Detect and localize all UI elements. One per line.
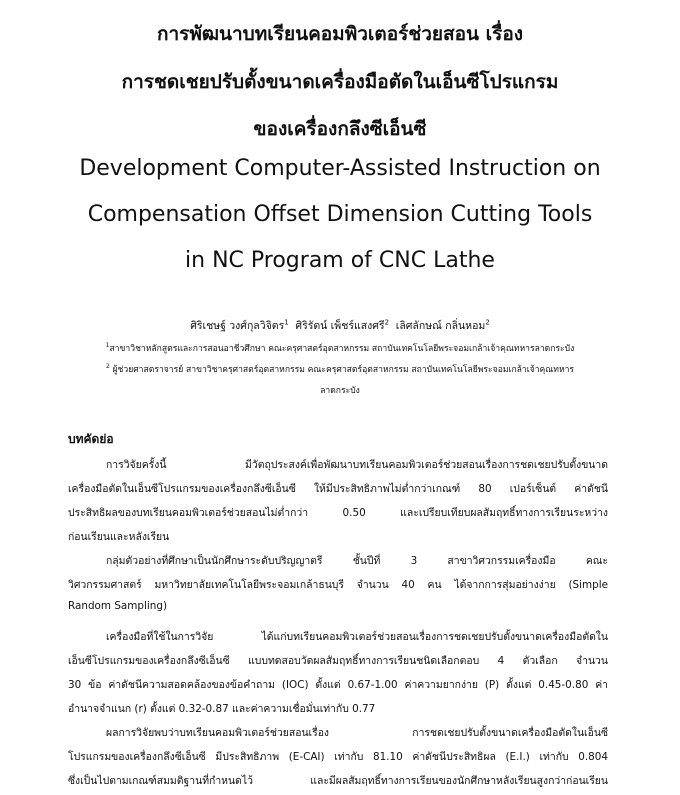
- author-name: เลิศลักษณ์ กลิ่นหอม: [395, 320, 486, 332]
- author-affil-sup: 1: [284, 318, 289, 327]
- abstract-line: วิศวกรรมศาสตร์ มหาวิทยาลัยเทคโนโลยีพระจอมเกล้าธนบุรี จำนวน 40 คน ได้จากการสุ่มอย่างง่าย (Simple: [68, 579, 608, 591]
- abstract-line: Random Sampling): [68, 600, 168, 612]
- affiliation-sup: 1: [105, 342, 110, 350]
- abstract-line: อำนาจจำแนก (r) ตั้งแต่ 0.32-0.87 และค่าความเชื่อมั่นเท่ากับ 0.77: [68, 703, 376, 715]
- affiliation-1: [0, 341, 680, 355]
- title-english-line-2: Compensation Offset Dimension Cutting Tools: [87, 202, 593, 227]
- title-english-line-1: Development Computer-Assisted Instruction on: [79, 156, 601, 181]
- title-thai-line-1: การพัฒนาบทเรียนคอมพิวเตอร์ช่วยสอน เรื่อง: [156, 23, 524, 45]
- abstract-line: 30 ข้อ ค่าดัชนีความสอดคล้องของข้อคำถาม (IOC) ตั้งแต่ 0.67-1.00 ค่าความยากง่าย (P) ตั้งแต่ 0.45-0.80 ค่า: [68, 679, 608, 691]
- author-line: [0, 317, 680, 334]
- author-affil-sup: 2: [485, 318, 490, 327]
- affiliation-text: สาขาวิชาหลักสูตรและการสอนอาชีวศึกษา คณะครุศาสตร์อุตสาหกรรม สถาบันเทคโนโลยีพระจอมเกล้าเจ้าคุณทหารลาดกระบัง: [109, 344, 575, 354]
- abstract-line: การวิจัยครั้งนี้ มีวัตถุประสงค์เพื่อพัฒนาบทเรียนคอมพิวเตอร์ช่วยสอนเรื่องการชดเชยปรับตั้งขนาด: [106, 459, 608, 471]
- abstract-line: กลุ่มตัวอย่างที่ศึกษาเป็นนักศึกษาระดับปริญญาตรี ชั้นปีที่ 3 สาขาวิศวกรรมเครื่องมือ คณะ: [106, 555, 608, 567]
- abstract-line: โปรแกรมของเครื่องกลึงซีเอ็นซี มีประสิทธิภาพ (E-CAI) เท่ากับ 81.10 ค่าดัชนีประสิทธิผล (E.I.) เท่ากับ 0.804: [68, 751, 608, 763]
- author-name: ศิริเชษฐ์ วงศ์กุลวิจิตร: [190, 320, 285, 332]
- title-thai-line-3: ของเครื่องกลึงซีเอ็นซี: [253, 118, 427, 140]
- affiliation-text: ลาดกระบัง: [320, 386, 360, 396]
- affiliation-sup: 2: [105, 363, 110, 371]
- author-name: ศิริรัตน์ เพ็ชร์แสงศรี: [295, 320, 385, 332]
- abstract-heading: บทคัดย่อ: [68, 432, 114, 446]
- affiliation-text: ผู้ช่วยศาสตราจารย์ สาขาวิชาครุศาสตร์อุตสาหกรรม คณะครุศาสตร์อุตสาหกรรม สถาบันเทคโนโลยีพระจอมเกล้าเจ้าคุณทหาร: [109, 365, 575, 375]
- title-thai-line-2: การชดเชยปรับตั้งขนาดเครื่องมือตัดในเอ็นซีโปรแกรม: [121, 71, 559, 93]
- abstract-line: เครื่องมือที่ใช้ในการวิจัย ได้แก่บทเรียนคอมพิวเตอร์ช่วยสอนเรื่องการชดเชยปรับตั้งขนาดเครื่องมือตัดใน: [106, 631, 608, 643]
- title-english-line-3: in NC Program of CNC Lathe: [185, 248, 495, 273]
- abstract-line: ก่อนเรียนและหลังเรียน: [68, 531, 170, 543]
- author-affil-sup: 2: [384, 318, 390, 327]
- abstract-line: เครื่องมือตัดในเอ็นซีโปรแกรมของเครื่องกลึงซีเอ็นซี ให้มีประสิทธิภาพไม่ต่ำกว่าเกณฑ์ 80 เปอร์เซ็นต์ ค่าดัชนี: [68, 483, 608, 495]
- abstract-line: ประสิทธิผลของบทเรียนคอมพิวเตอร์ช่วยสอนไม่ต่ำกว่า 0.50 และเปรียบเทียบผลสัมฤทธิ์ทางการเรียนระหว่าง: [68, 507, 608, 519]
- abstract-line: เอ็นซีโปรแกรมของเครื่องกลึงซีเอ็นซี แบบทดสอบวัดผลสัมฤทธิ์ทางการเรียนชนิดเลือกตอบ 4 ตัวเลือก จำนวน: [68, 655, 608, 667]
- affiliation-2-continued: [0, 383, 680, 397]
- abstract-line: ซึ่งเป็นไปตามเกณฑ์สมมติฐานที่กำหนดไว้ และมีผลสัมฤทธิ์ทางการเรียนของนักศึกษาหลังเรียนสูงกว่าก่อนเรียน: [68, 775, 608, 787]
- abstract-line: ผลการวิจัยพบว่าบทเรียนคอมพิวเตอร์ช่วยสอนเรื่อง การชดเชยปรับตั้งขนาดเครื่องมือตัดในเอ็นซี: [106, 727, 608, 739]
- affiliation-2: [0, 362, 680, 376]
